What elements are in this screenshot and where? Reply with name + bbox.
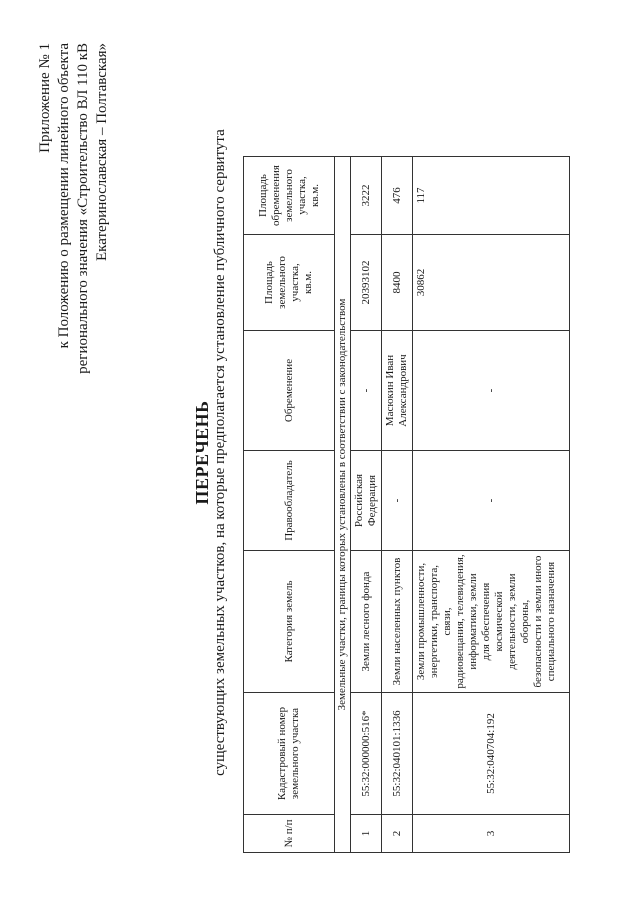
appendix-line-1: Приложение № 1 <box>37 43 53 153</box>
document-subtitle: существующих земельных участков, на которые предполагается установление публичного сервитута <box>212 129 228 776</box>
header-parcel-area: Площадь земельного участка, кв.м. <box>244 235 335 331</box>
cell-owner: - <box>413 451 570 551</box>
table-row <box>351 157 382 853</box>
cell-parcel-area: 30862 <box>413 235 570 331</box>
appendix-line-3: регионального значения «Строительство ВЛ 110 кВ <box>75 43 91 374</box>
cell-servitude-area: 3222 <box>351 157 382 235</box>
cell-cadastral-number: 55:32:000000:516* <box>351 693 382 815</box>
cell-num: 2 <box>382 815 413 853</box>
appendix-line-4: Екатеринославская – Полтавская» <box>94 43 110 261</box>
cell-parcel-area: 20393102 <box>351 235 382 331</box>
cell-land-category: Земли лесного фонда <box>351 551 382 693</box>
cell-owner: - <box>382 451 413 551</box>
cell-cadastral-number: 55:32:040101:1336 <box>382 693 413 815</box>
appendix-line-2: к Положению о размещении линейного объекта <box>56 43 72 349</box>
cell-encumbrance: Масюкин Иван Александрович <box>382 331 413 451</box>
parcels-table <box>243 156 570 853</box>
header-owner: Правообладатель <box>244 451 335 551</box>
cell-land-category: Земли промышленности, энергетики, транспорта, связи, радиовещания, телевидения, информатики, земли для обеспечения космической деятельности, земли обороны, безопасности и земли иного специального назначения <box>413 551 570 693</box>
header-servitude-area: Площадь обременения земельного участка, кв.м. <box>244 157 335 235</box>
document-title: ПЕРЕЧЕНЬ <box>192 400 212 505</box>
header-cadastral-number: Кадастровый номер земельного участка <box>244 693 335 815</box>
cell-num: 1 <box>351 815 382 853</box>
table-row <box>413 157 570 853</box>
appendix-header <box>36 43 112 905</box>
section-label: Земельные участки, границы которых установлены в соответствии с законодательством <box>335 157 351 853</box>
header-land-category: Категория земель <box>244 551 335 693</box>
cell-num: 3 <box>413 815 570 853</box>
cell-encumbrance: - <box>413 331 570 451</box>
table-section-row <box>335 157 351 853</box>
cell-cadastral-number: 55:32:040704:192 <box>413 693 570 815</box>
table-header-row <box>244 157 335 853</box>
header-num: № п/п <box>244 815 335 853</box>
cell-servitude-area: 476 <box>382 157 413 235</box>
cell-servitude-area: 117 <box>413 157 570 235</box>
cell-encumbrance: - <box>351 331 382 451</box>
table-row <box>382 157 413 853</box>
cell-land-category: Земли населенных пунктов <box>382 551 413 693</box>
header-encumbrance: Обременение <box>244 331 335 451</box>
cell-parcel-area: 8400 <box>382 235 413 331</box>
cell-owner: Российская Федерация <box>351 451 382 551</box>
